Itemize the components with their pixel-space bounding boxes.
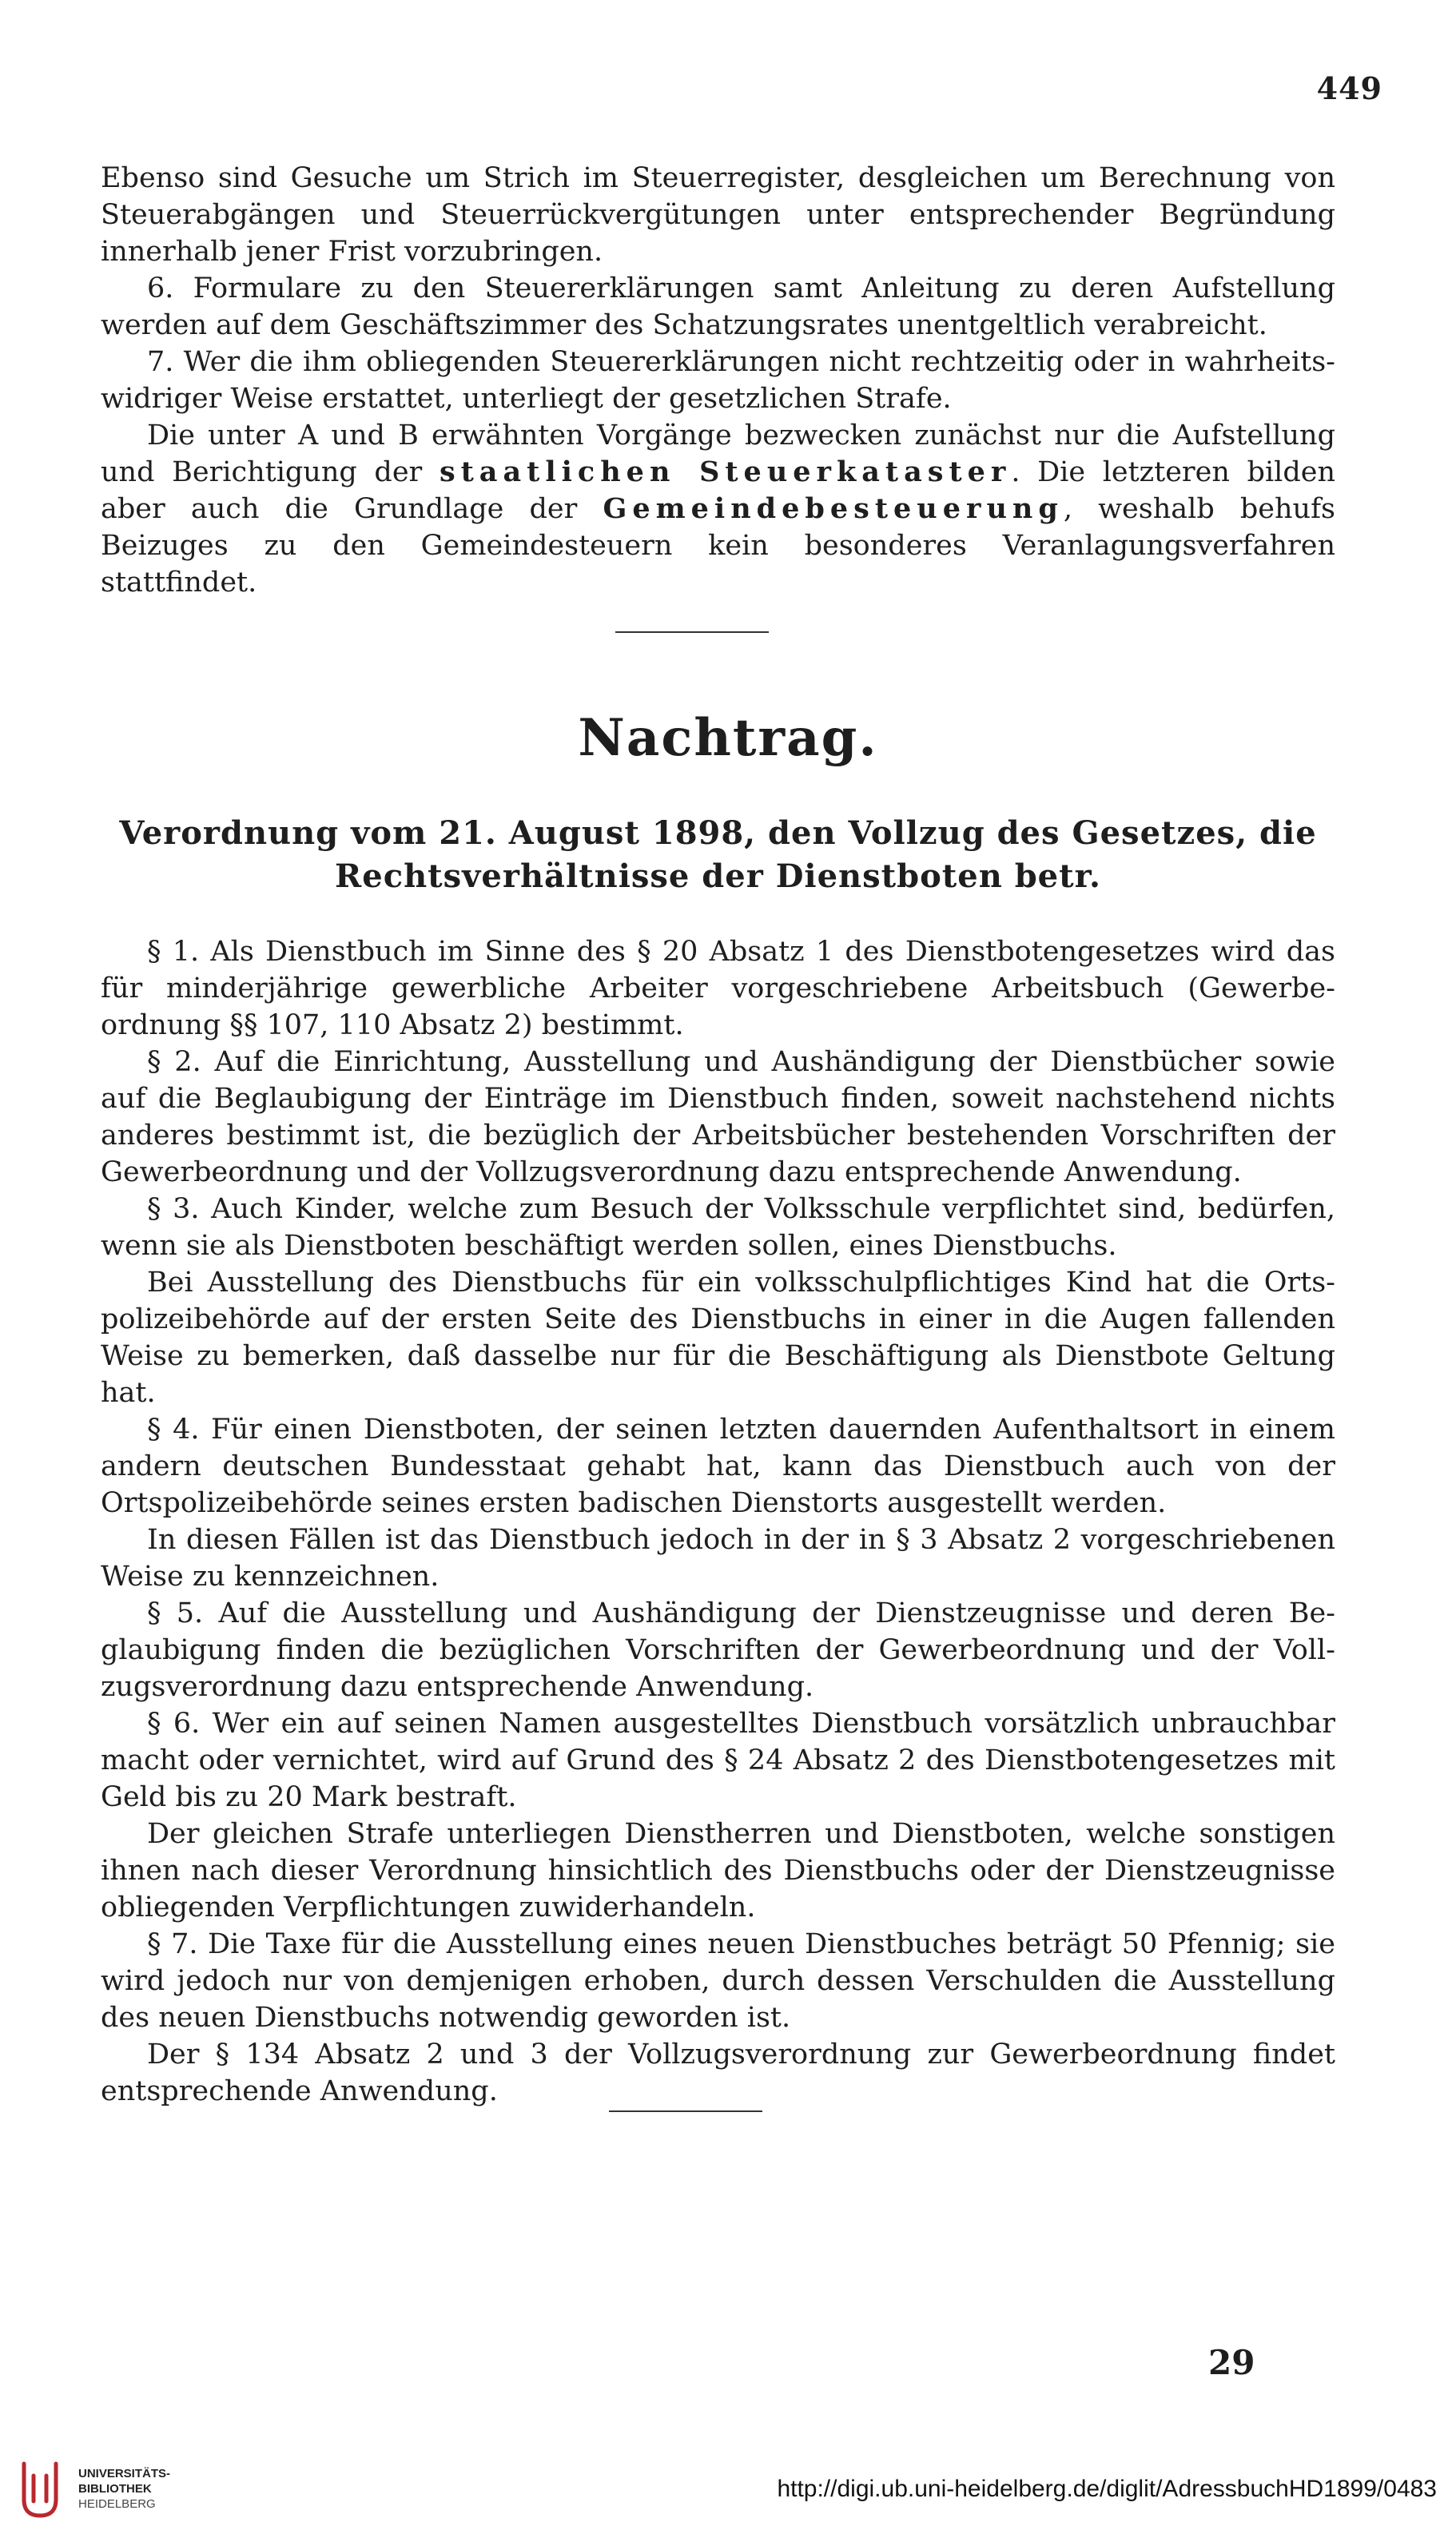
library-name-line: UNIVERSITÄTS-: [78, 2467, 171, 2480]
emphasis-municipal-tax: Gemeindebesteuerung: [603, 492, 1064, 525]
paragraph-penalty: 7. Wer die ihm obliegenden Steuererklärungen nicht rechtzeitig oder in wahrheitswidriger Weise erstattet, unterliegt der gesetzlichen Strafe.: [101, 346, 1335, 415]
paragraph-section-4: § 4. Für einen Dienstboten, der seinen letzten dauernden Aufenthaltsort in einem andern deutschen Bundesstaat gehabt hat, kann das Dienstbuch auch von der Ortspolizeibehörde seines ersten badischen Dienstorts ausgestellt werden.: [101, 1414, 1335, 1519]
library-name: [78, 2466, 170, 2512]
paragraph-section-3-cont: Bei Ausstellung des Dienstbuchs für ein volksschulpflichtiges Kind hat die Ortspolizeibehörde auf der ersten Seite des Dienstbuchs in einer in die Augen fallenden Weise zu bemerken, daß dasselbe nur für die Beschäftigung als Dienstbote Geltung hat.: [101, 1267, 1335, 1409]
section-title: Nachtrag.: [578, 708, 878, 768]
emphasis-state-cadastre: staatlichen Steuerkataster: [439, 455, 1012, 488]
paragraph-section-1: § 1. Als Dienstbuch im Sinne des § 20 Absatz 1 des Dienstbotengesetzes wird das für minderjährige gewerbliche Arbeiter vorgeschriebene Arbeitsbuch (Gewerbeordnung §§ 107, 110 Absatz 2) bestimmt.: [101, 936, 1335, 1041]
paragraph-section-7-cont: Der § 134 Absatz 2 und 3 der Vollzugsverordnung zur Gewerbeordnung findet entsprechende Anwendung.: [101, 2039, 1335, 2107]
paragraph-section-5: § 5. Auf die Ausstellung und Aushändigung der Dienstzeugnisse und deren Beglaubigung finden die bezüglichen Vorschriften der Gewerbeordnung und der Vollzugsverordnung dazu entsprechende Anwendung.: [101, 1597, 1335, 1703]
decree-body: [101, 933, 1335, 2110]
paragraph-section-2: § 2. Auf die Einrichtung, Ausstellung und Aushändigung der Dienstbücher sowie auf die Beglaubigung der Einträge im Dienstbuch finden, soweit nachstehend nichts anderes bestimmt ist, die bezüglich der Arbeitsbücher bestehenden Vorschriften der Gewerbeordnung und der Vollzugsverordnung dazu entsprechende Anwendung.: [101, 1046, 1335, 1188]
paragraph-section-7: § 7. Die Taxe für die Ausstellung eines neuen Dienstbuches beträgt 50 Pfennig; sie wird jedoch nur von demjenigen erhoben, durch dessen Verschulden die Ausstellung des neuen Dienstbuchs notwendig geworden ist.: [101, 1928, 1335, 2034]
paragraph-section-6: § 6. Wer ein auf seinen Namen ausgestelltes Dienstbuch vorsätzlich unbrauchbar macht oder vernichtet, wird auf Grund des § 24 Absatz 2 des Dienstbotengesetzes mit Geld bis zu 20 Mark bestraft.: [101, 1708, 1335, 1813]
paragraph-cadastre: [101, 417, 1335, 601]
decree-title: Verordnung vom 21. August 1898, den Vollzug des Gesetzes, die Rechtsverhältnisse der Dienstboten betr.: [119, 814, 1317, 895]
section-divider: [615, 631, 769, 633]
paragraph-petitions: Ebenso sind Gesuche um Strich im Steuerregister, desgleichen um Berechnung von Steuerabgängen und Steuerrückvergütungen unter entsprechender Begründung innerhalb jener Frist vorzubringen.: [101, 162, 1335, 268]
library-name-line: BIBLIOTHEK: [78, 2482, 152, 2496]
library-city: HEIDELBERG: [78, 2497, 156, 2511]
end-divider: [609, 2110, 762, 2112]
page-number: 449: [1316, 70, 1382, 106]
library-seal-icon: [16, 2452, 64, 2524]
paragraph-section-3: § 3. Auch Kinder, welche zum Besuch der Volksschule verpflichtet sind, bedürfen, wenn sie als Dienstboten beschäftigt werden sollen, eines Dienstbuchs.: [101, 1193, 1335, 1262]
paragraph-section-6-cont: Der gleichen Strafe unterliegen Dienstherren und Dienstboten, welche sonstigen ihnen nach dieser Verordnung hinsichtlich des Dienstbuchs oder der Dienstzeugnisse obliegenden Verpflichtungen zuwiderhandeln.: [101, 1818, 1335, 1923]
digitization-footer: [0, 2447, 1456, 2542]
paragraph-forms: 6. Formulare zu den Steuererklärungen samt Anleitung zu deren Aufstellung werden auf dem Geschäftszimmer des Schatzungsrates unentgeltlich verabreicht.: [101, 272, 1335, 341]
source-url-link[interactable]: http://digi.ub.uni-heidelberg.de/diglit/AdressbuchHD1899/0483: [777, 2476, 1437, 2502]
paragraph-section-4-cont: In diesen Fällen ist das Dienstbuch jedoch in der in § 3 Absatz 2 vorgeschriebenen Weise zu kennzeichnen.: [101, 1524, 1335, 1593]
signature-number: 29: [1208, 2343, 1255, 2382]
text-run: Die unter A und B erwähnten Vorgänge bezwecken zunächst nur die Aufstellung und Berichtigung der: [101, 420, 1335, 488]
tax-procedure-section: [101, 160, 1335, 601]
text-run: , weshalb behufs Beizuges zu den Gemeindesteuern kein besonderes Veranlagungsverfahren stattfindet.: [101, 493, 1335, 599]
text-run: . Die letzteren bilden aber auch die Grundlage der: [101, 456, 1335, 525]
